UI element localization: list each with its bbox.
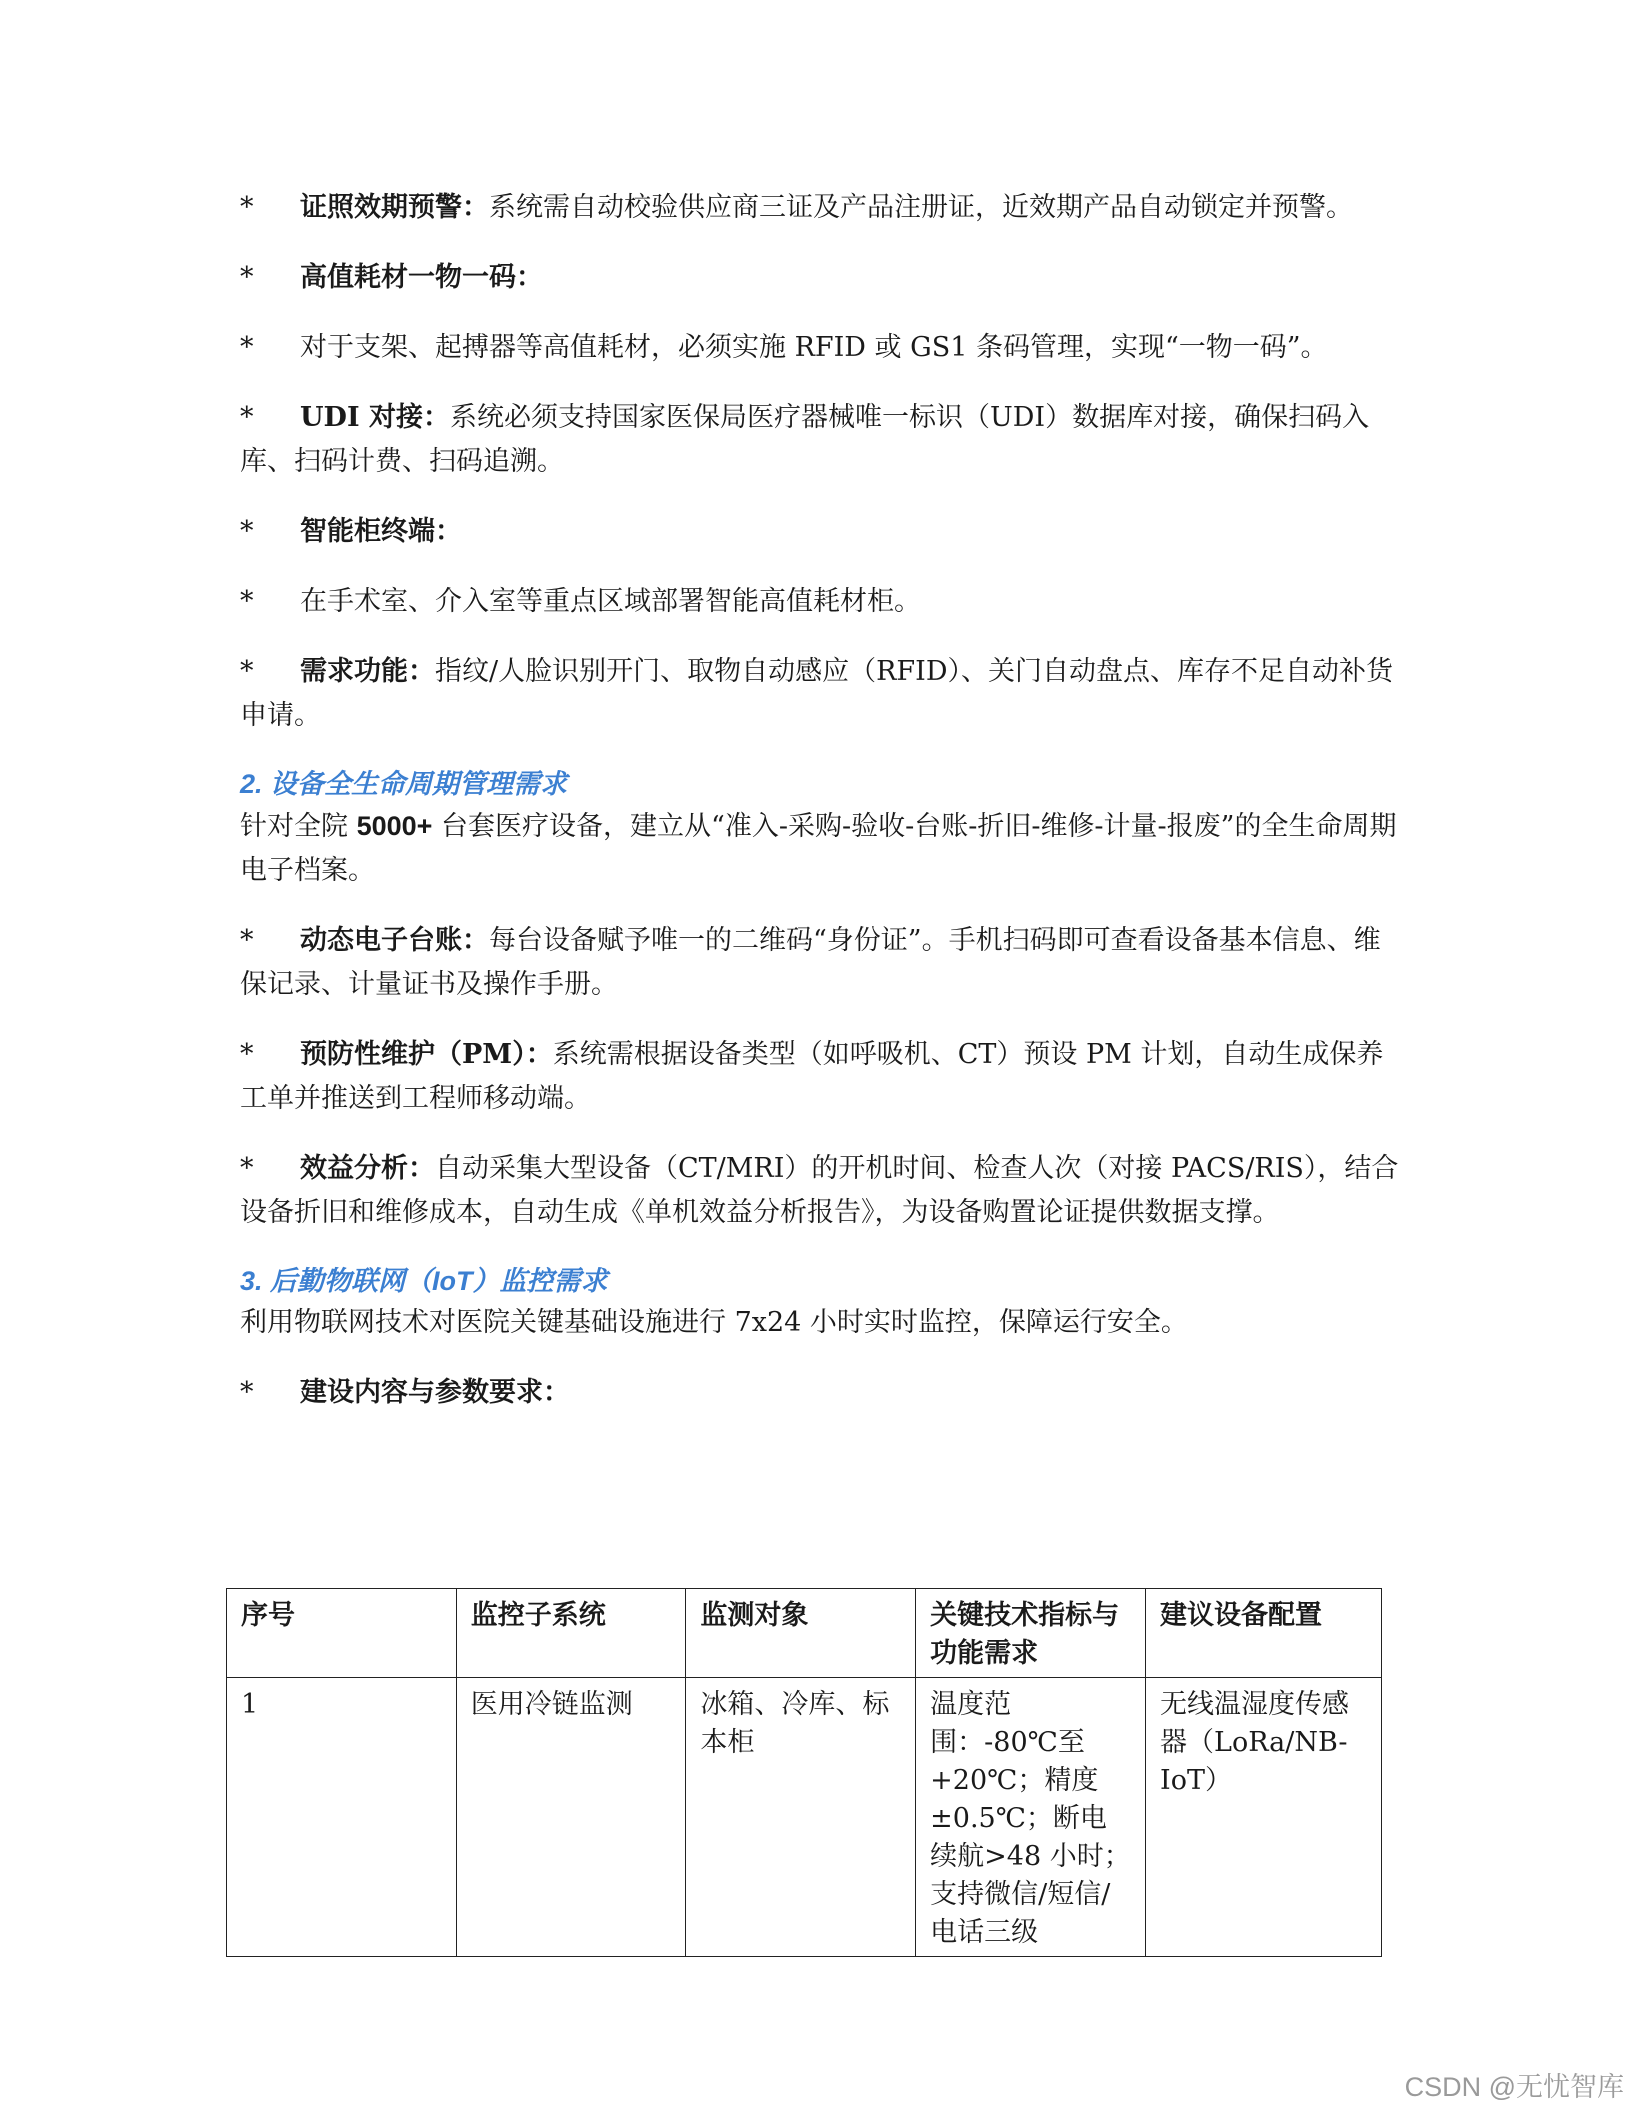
table-cell: 冰箱、冷库、标本柜 <box>686 1678 916 1957</box>
table-row <box>227 1678 1382 1957</box>
bullet-item <box>240 1033 1400 1121</box>
section-intro-equipment: 针对全院 5000+ 台套医疗设备，建立从“准入-采购-验收-台账-折旧-维修-计量-报废”的全生命周期电子档案。 <box>240 811 1397 886</box>
bullet-star: * <box>240 1153 254 1184</box>
bullet-star: * <box>240 1039 254 1070</box>
section-heading-equipment: 2. 设备全生命周期管理需求 <box>240 769 568 799</box>
bullet-star: * <box>240 656 254 687</box>
bullet-bold-label: 需求功能： <box>300 656 435 687</box>
bullet-bold-label: 智能柜终端： <box>300 516 462 547</box>
bullet-item <box>240 919 1400 1007</box>
bullet-text: 指纹/人脸识别开门、取物自动感应（RFID）、关门自动盘点、库存不足自动补货申请。 <box>240 656 1393 731</box>
bullet-bold-label: 建设内容与参数要求： <box>300 1377 570 1408</box>
bullet-item <box>240 510 1400 554</box>
table-header-cell: 关键技术指标与功能需求 <box>916 1589 1146 1678</box>
document-body <box>240 186 1400 1441</box>
bullet-text: 系统需自动校验供应商三证及产品注册证，近效期产品自动锁定并预警。 <box>489 192 1353 223</box>
bullet-bold-label: 预防性维护（PM）： <box>300 1039 553 1070</box>
table-header-cell: 监控子系统 <box>456 1589 686 1678</box>
bullet-bold-label: 效益分析： <box>300 1153 435 1184</box>
bullet-item <box>240 326 1400 370</box>
table-cell: 温度范围：-80℃至+20℃；精度±0.5℃；断电续航>48 小时；支持微信/短信/电话三级 <box>916 1678 1146 1957</box>
bullet-star: * <box>240 332 254 363</box>
bullet-item <box>240 580 1400 624</box>
bullet-star: * <box>240 925 254 956</box>
bullet-item <box>240 256 1400 300</box>
table-header-row <box>227 1589 1382 1678</box>
table-cell: 医用冷链监测 <box>456 1678 686 1957</box>
bullet-text: 自动采集大型设备（CT/MRI）的开机时间、检查人次（对接 PACS/RIS），结合设备折旧和维修成本，自动生成《单机效益分析报告》，为设备购置论证提供数据支撑。 <box>240 1153 1399 1228</box>
bullet-bold-label: 高值耗材一物一码： <box>300 262 543 293</box>
table-cell: 无线温湿度传感器（LoRa/NB-IoT） <box>1146 1678 1382 1957</box>
bullet-item <box>240 396 1400 484</box>
bullet-text: 在手术室、介入室等重点区域部署智能高值耗材柜。 <box>300 586 921 617</box>
section-intro-iot: 利用物联网技术对医院关键基础设施进行 7x24 小时实时监控，保障运行安全。 <box>240 1307 1188 1338</box>
bullet-star: * <box>240 192 254 223</box>
section-heading-iot: 3. 后勤物联网（IoT）监控需求 <box>240 1266 608 1296</box>
bullet-text: 系统需根据设备类型（如呼吸机、CT）预设 PM 计划，自动生成保养工单并推送到工程师移动端。 <box>240 1039 1384 1114</box>
bullet-item <box>240 1147 1400 1235</box>
bullet-star: * <box>240 1377 254 1408</box>
table-header-cell: 建议设备配置 <box>1146 1589 1382 1678</box>
bullet-item <box>240 186 1400 230</box>
watermark: CSDN @无忧智库 <box>1404 2072 1624 2102</box>
bullet-text: 对于支架、起搏器等高值耗材，必须实施 RFID 或 GS1 条码管理，实现“一物一码”。 <box>300 332 1328 363</box>
bullet-item <box>240 650 1400 738</box>
bullet-star: * <box>240 402 254 433</box>
bullet-item <box>240 1371 1400 1415</box>
bullet-bold-label: UDI 对接： <box>300 402 450 433</box>
bullet-star: * <box>240 262 254 293</box>
table-header-cell: 序号 <box>227 1589 457 1678</box>
bullet-list-equipment <box>240 919 1400 1235</box>
bullet-star: * <box>240 586 254 617</box>
table-cell: 1 <box>227 1678 457 1957</box>
bullet-text: 系统必须支持国家医保局医疗器械唯一标识（UDI）数据库对接，确保扫码入库、扫码计费、扫码追溯。 <box>240 402 1370 477</box>
bullet-star: * <box>240 516 254 547</box>
bullet-bold-label: 证照效期预警： <box>300 192 489 223</box>
table-header-cell: 监测对象 <box>686 1589 916 1678</box>
bullet-bold-label: 动态电子台账： <box>300 925 489 956</box>
iot-spec-table <box>226 1588 1382 1957</box>
bullet-list-consumables <box>240 186 1400 738</box>
bullet-text: 每台设备赋予唯一的二维码“身份证”。手机扫码即可查看设备基本信息、维保记录、计量证书及操作手册。 <box>240 925 1381 1000</box>
